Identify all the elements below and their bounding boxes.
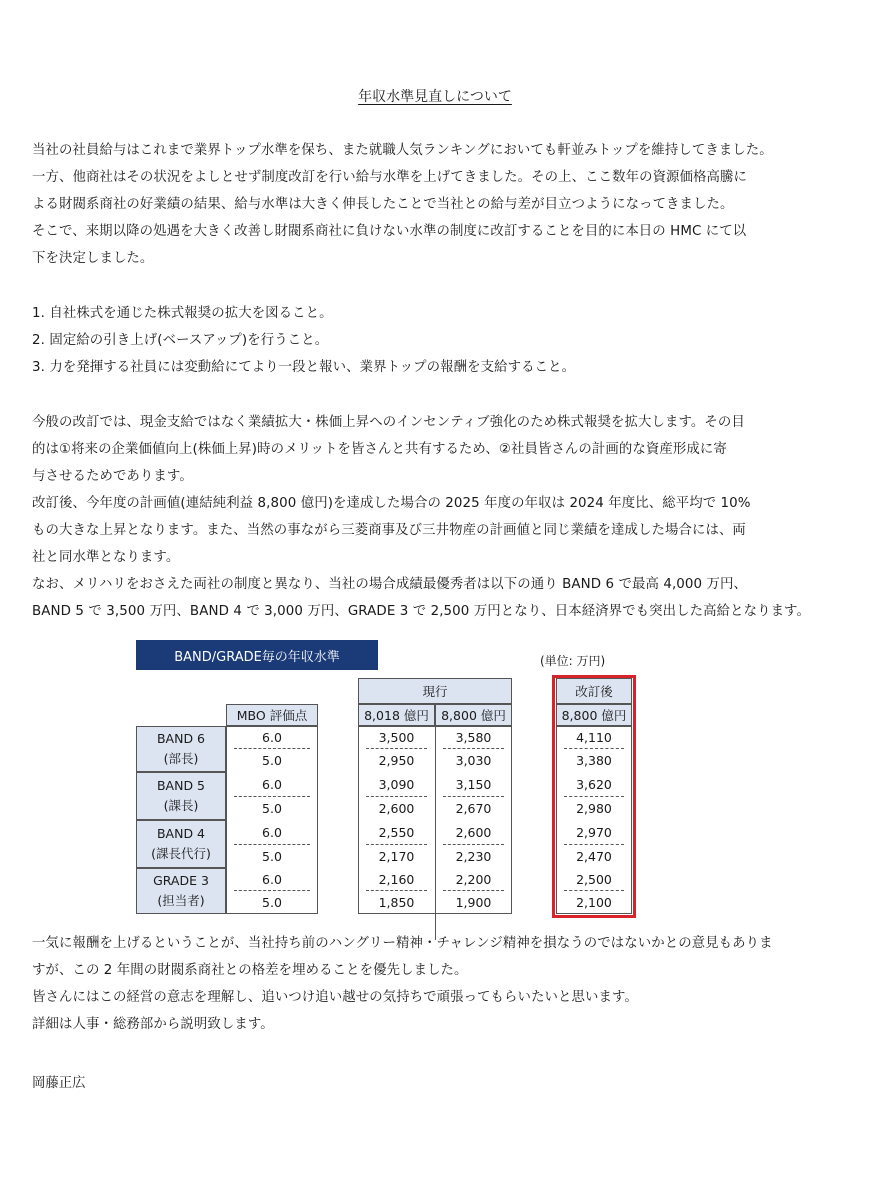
cell-c2: 1,900 [455,895,492,910]
band-name: BAND 4 [156,826,206,841]
cell-c2: 2,670 [455,801,492,816]
intro-line: 一方、他商社はその状況をよしとせず制度改訂を行い給与水準を上げてきました。その上、ここ数年の資源価格高騰に [32,170,747,185]
intro-line: 下を決定しました。 [32,251,154,266]
current-header: 現行 [358,678,512,704]
cell-c1: 1,850 [378,895,415,910]
intro-line: そこで、来期以降の処遇を大きく改善し財閥系商社に負けない水準の制度に改訂することを目的に本日の HMC にて以 [32,224,747,239]
band-name: GRADE 3 [153,873,209,888]
cell-rev: 2,980 [576,801,612,816]
row-label-grade3 [136,868,226,914]
band-role: (部長) [163,751,199,766]
closing-line: 詳細は人事・総務部から説明致します。 [32,1017,274,1032]
col-8800-header: 8,800 億円 [435,704,512,726]
body-line: 改訂後、今年度の計画値(連結純利益 8,800 億円)を達成した場合の 2025 年度の年収は 2024 年度比、総平均で 10% [32,496,751,511]
cell-c1: 3,500 [366,726,427,749]
cell-rev: 2,100 [576,895,612,910]
closing-line: 皆さんにはこの経営の意志を理解し、追いつけ追い越せの気持ちで頑張ってもらいたいと思います。 [32,990,638,1005]
signature: 岡藤正広 [32,1076,86,1091]
cell-c1: 2,160 [366,868,427,891]
cell-c2: 3,150 [443,772,504,797]
cell-mbo: 6.0 [234,820,310,845]
col-8018-header: 8,018 億円 [358,704,435,726]
decision-item: 1. 自社株式を通じた株式報奨の拡大を図ること。 [32,306,333,321]
body-line: 社と同水準となります。 [32,550,180,565]
cell-c2: 2,230 [455,849,492,864]
cell-c1: 2,950 [378,753,415,768]
revised-header: 改訂後 [556,678,632,704]
cell-rev: 3,620 [564,772,624,797]
cell-mbo: 5.0 [262,895,282,910]
row-label-band4 [136,820,226,868]
row-label-band5 [136,772,226,820]
cell-rev: 4,110 [564,726,624,749]
table-title: BAND/GRADE毎の年収水準 [136,640,378,670]
decision-item: 2. 固定給の引き上げ(ベースアップ)を行うこと。 [32,333,329,348]
cell-c1: 2,550 [366,820,427,845]
band-name: BAND 6 [156,731,206,746]
body-line: もの大きな上昇となります。また、当然の事ながら三菱商事及び三井物産の計画値と同じ業績を達成した場合には、両 [32,523,746,538]
row-label-band6 [136,726,226,772]
cell-c1: 3,090 [366,772,427,797]
band-role: (課長代行) [151,846,211,861]
cell-c1: 2,600 [378,801,415,816]
closing-line: 一気に報酬を上げるということが、当社持ち前のハングリー精神・チャレンジ精神を損なうのではないかとの意見もありま [32,936,773,951]
unit-label: (単位: 万円) [540,654,606,668]
mbo-header: MBO 評価点 [226,704,318,726]
revised-highlight-frame [552,675,636,918]
cell-rev: 2,500 [564,868,624,891]
cell-mbo: 5.0 [262,753,282,768]
body-line: BAND 5 で 3,500 万円、BAND 4 で 3,000 万円、GRADE 3 で 2,500 万円となり、日本経済界でも突出した高給となります。 [32,604,810,619]
cell-rev: 2,970 [564,820,624,845]
cell-mbo: 6.0 [234,726,310,749]
cell-rev: 2,470 [576,849,612,864]
col-revised-header: 8,800 億円 [556,704,632,726]
body-line: 今般の改訂では、現金支給ではなく業績拡大・株価上昇へのインセンティブ強化のため株式報奨を拡大します。その目 [32,415,745,430]
body-line: なお、メリハリをおさえた両社の制度と異なり、当社の場合成績最優秀者は以下の通り BAND 6 で最高 4,000 万円、 [32,577,747,592]
intro-line: よる財閥系商社の好業績の結果、給与水準は大きく伸長したことで当社との給与差が目立つようになってきました。 [32,197,734,212]
cell-mbo: 6.0 [234,868,310,891]
cell-mbo: 5.0 [262,849,282,864]
body-line: 的は①将来の企業価値向上(株価上昇)時のメリットを皆さんと共有するため、②社員皆さんの計画的な資産形成に寄 [32,442,727,457]
cell-c1: 2,170 [378,849,415,864]
cell-mbo: 5.0 [262,801,282,816]
cell-rev: 3,380 [576,753,612,768]
closing-line: すが、この 2 年間の財閥系商社との格差を埋めることを優先しました。 [32,963,468,978]
closing-paragraph [32,930,840,1038]
decision-list [32,300,840,381]
cell-mbo: 6.0 [234,772,310,797]
body-paragraph [32,409,840,625]
cell-c2: 2,200 [443,868,504,891]
document-title: 年収水準見直しについて [358,89,512,105]
body-line: 与させるためであります。 [32,469,193,484]
cell-c2: 2,600 [443,820,504,845]
intro-line: 当社の社員給与はこれまで業界トップ水準を保ち、また就職人気ランキングにおいても軒並みトップを維持してきました。 [32,143,773,158]
column-divider [435,704,436,940]
cell-c2: 3,030 [455,753,492,768]
band-role: (担当者) [157,893,205,908]
intro-paragraph [32,137,840,272]
band-role: (課長) [163,798,199,813]
band-name: BAND 5 [156,778,206,793]
decision-item: 3. 力を発揮する社員には変動給にてより一段と報い、業界トップの報酬を支給すること。 [32,360,576,375]
cell-c2: 3,580 [443,726,504,749]
